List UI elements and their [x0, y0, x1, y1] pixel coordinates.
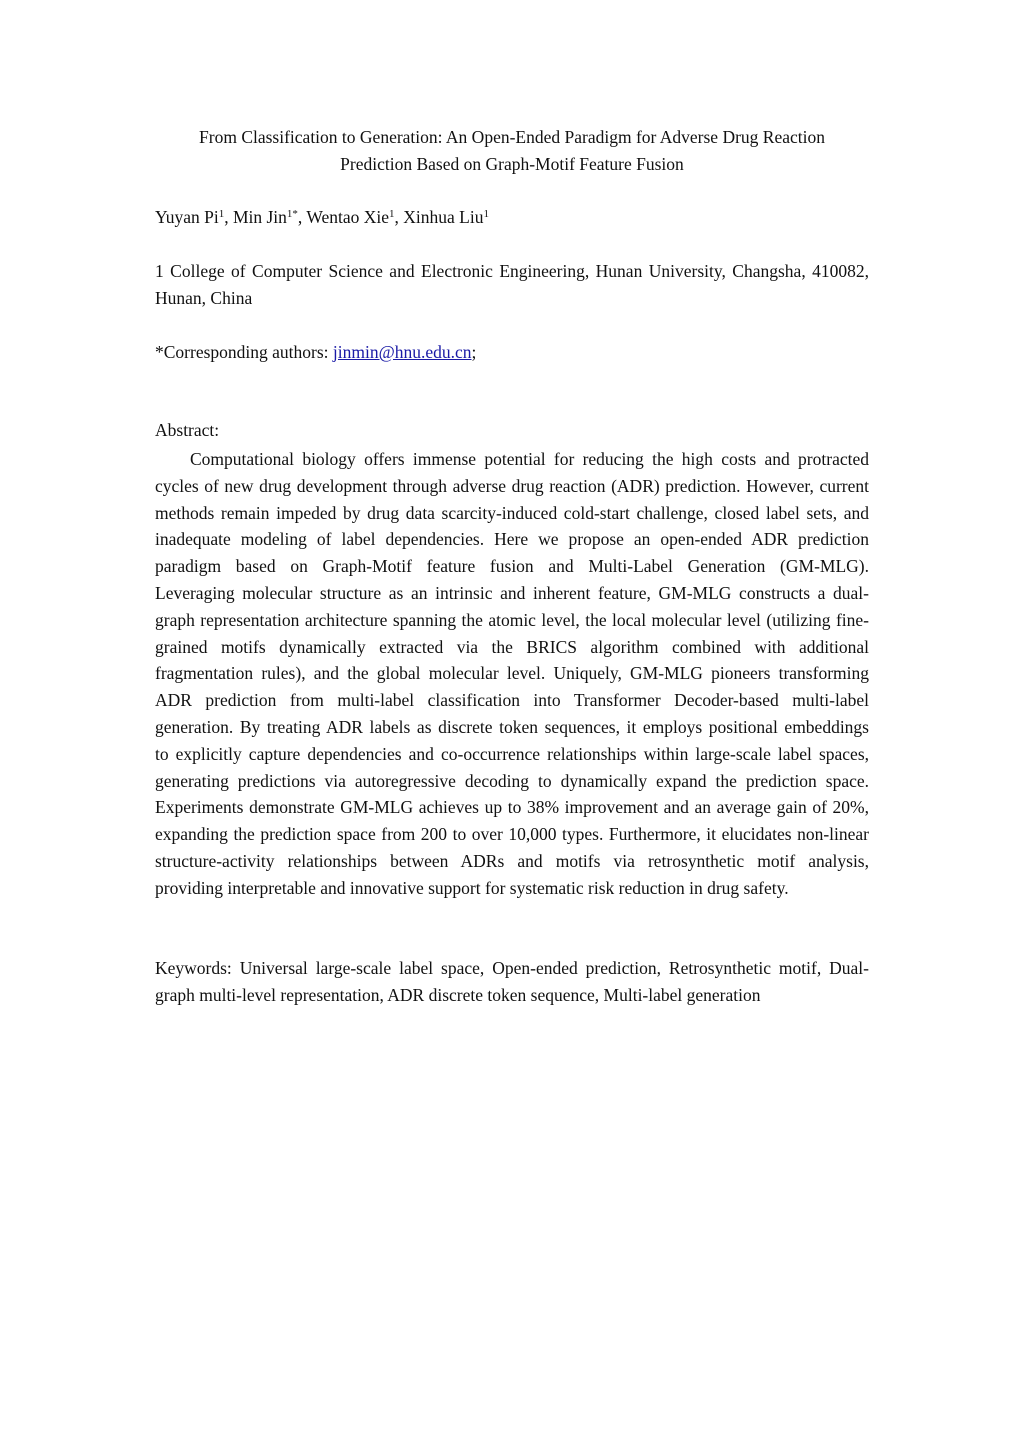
abstract-line: generation. By treating ADR labels as discrete token sequences, it employs positional embeddings — [155, 716, 869, 737]
title-line: Prediction Based on Graph-Motif Feature Fusion — [340, 154, 684, 174]
abstract-line: grained motifs dynamically extracted via the BRICS algorithm combined with additional — [155, 636, 869, 657]
abstract-line: providing interpretable and innovative support for systematic risk reduction in drug safety. — [155, 877, 789, 898]
abstract-heading: Abstract: — [155, 420, 220, 440]
abstract-line: fragmentation rules), and the global molecular level. Uniquely, GM-MLG pioneers transforming — [155, 663, 869, 684]
abstract-line: Leveraging molecular structure as an intrinsic and inherent feature, GM-MLG constructs a dual- — [155, 582, 869, 603]
affiliation-line: 1 College of Computer Science and Electronic Engineering, Hunan University, Changsha, 410082, — [155, 261, 869, 281]
abstract-line: ADR prediction from multi-label classification into Transformer Decoder-based multi-label — [155, 690, 869, 711]
abstract-line: expanding the prediction space from 200 to over 10,000 types. Furthermore, it elucidates non-linear — [155, 824, 869, 845]
keywords-line: Keywords: Universal large-scale label space, Open-ended prediction, Retrosynthetic motif, Dual- — [155, 958, 869, 978]
affiliation-line: Hunan, China — [155, 288, 253, 308]
abstract-line: graph representation architecture spanning the atomic level, the local molecular level (utilizing fine- — [155, 609, 869, 630]
keywords-line: graph multi-level representation, ADR discrete token sequence, Multi-label generation — [155, 985, 761, 1005]
corresponding-suffix: ; — [471, 342, 477, 362]
abstract-line: Computational biology offers immense potential for reducing the high costs and protracted — [190, 449, 869, 469]
corresponding-label: *Corresponding authors: — [155, 342, 333, 362]
abstract-line: paradigm based on Graph-Motif feature fusion and Multi-Label Generation (GM-MLG). — [155, 556, 869, 577]
paper-title — [120, 124, 904, 178]
affiliation — [155, 258, 869, 312]
author: Min Jin$^{1*}$, — [232, 207, 307, 227]
author: Xinhua Liu$^1$ — [403, 207, 489, 227]
abstract-body — [155, 446, 869, 902]
author: Wentao Xie$^1$, — [306, 207, 404, 227]
abstract-line: structure-activity relationships between ADRs and motifs via retrosynthetic motif analysis, — [155, 850, 869, 871]
author: Yuyan Pi$^1$, — [155, 207, 233, 227]
email-link[interactable]: jinmin@hnu.edu.cn — [332, 342, 472, 362]
abstract-line: methods remain impeded by drug data scarcity-induced cold-start challenge, closed label sets, and — [155, 502, 869, 523]
abstract-line: Experiments demonstrate GM-MLG achieves up to 38% improvement and an average gain of 20%, — [155, 797, 869, 818]
keywords — [155, 955, 869, 1009]
author-list — [155, 204, 869, 231]
abstract-line: inadequate modeling of label dependencies. Here we propose an open-ended ADR prediction — [155, 529, 869, 550]
abstract-line: generating predictions via autoregressive decoding to dynamically expand the prediction space. — [155, 770, 869, 791]
abstract-line: to explicitly capture dependencies and co-occurrence relationships within large-scale label spaces, — [155, 743, 869, 764]
corresponding-author — [155, 339, 869, 366]
title-line: From Classification to Generation: An Open-Ended Paradigm for Adverse Drug Reaction — [199, 127, 825, 147]
abstract-line: cycles of new drug development through adverse drug reaction (ADR) prediction. However, current — [155, 475, 869, 496]
